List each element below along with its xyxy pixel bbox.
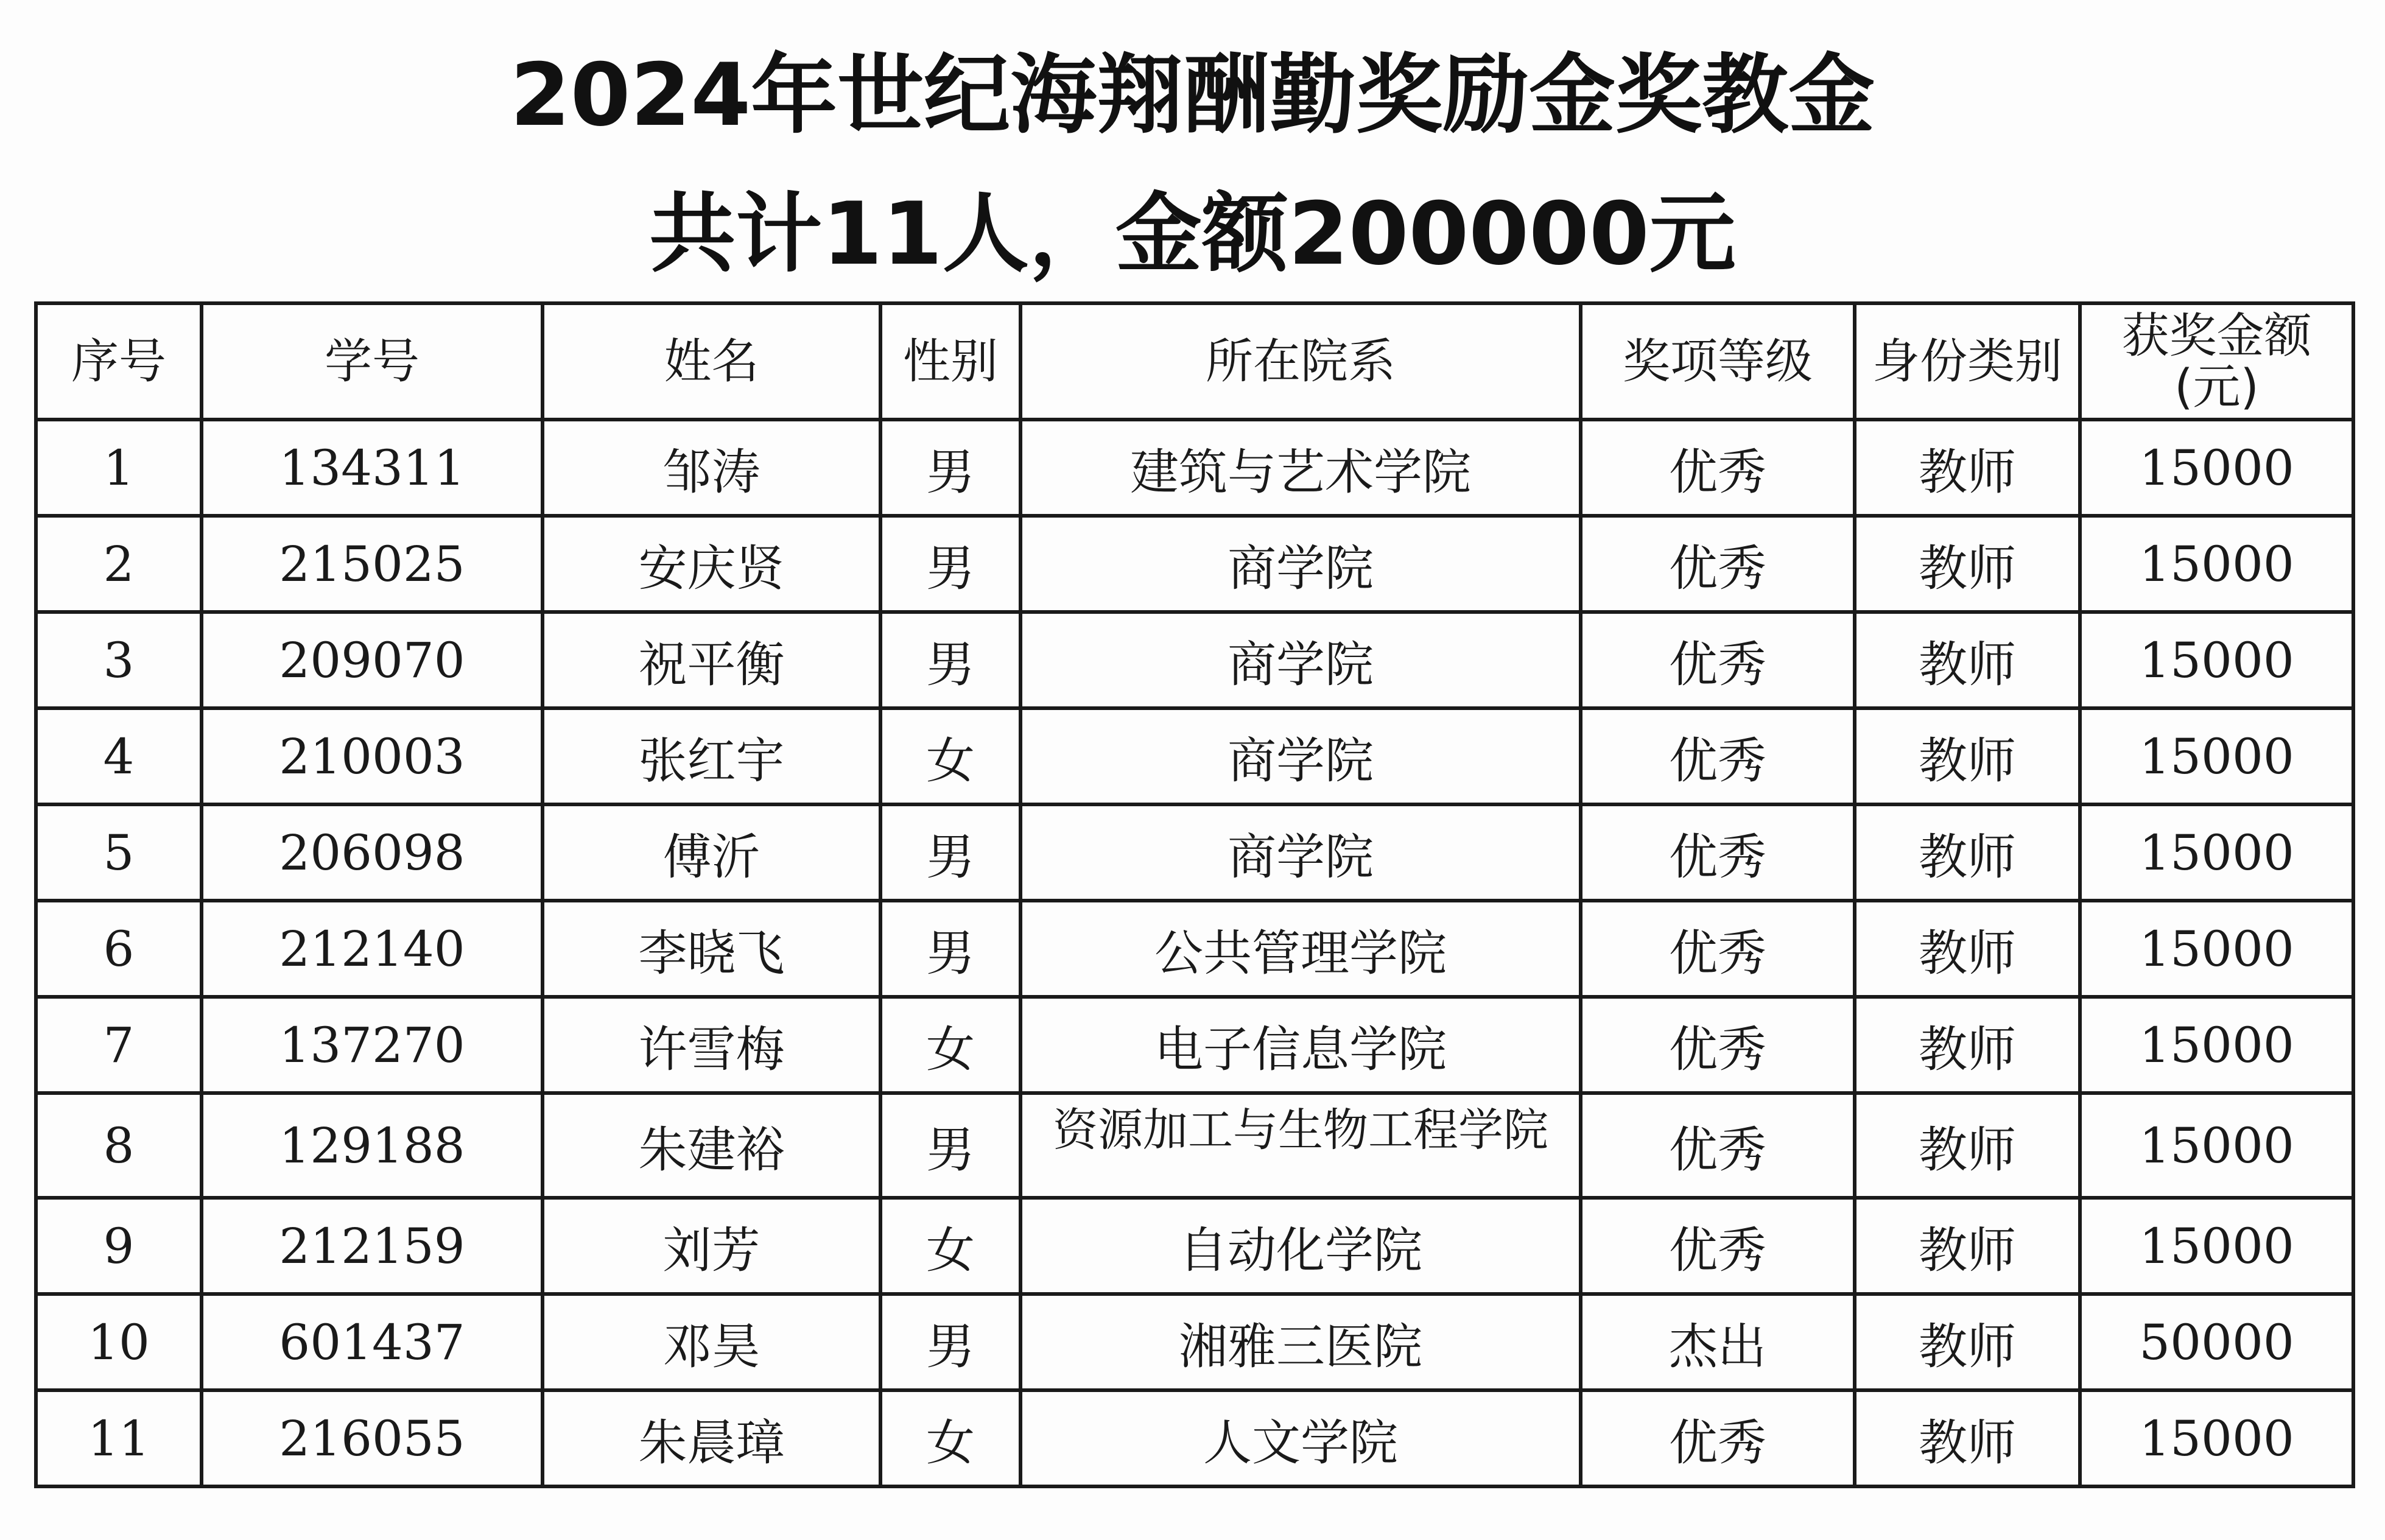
cell-seq: 9 <box>36 1198 202 1294</box>
cell-level: 优秀 <box>1581 997 1855 1093</box>
cell-name: 张红宇 <box>543 708 880 804</box>
cell-gender: 男 <box>880 516 1020 612</box>
cell-level: 优秀 <box>1581 1198 1855 1294</box>
award-table <box>34 301 2355 1488</box>
cell-seq: 4 <box>36 708 202 804</box>
cell-name: 许雪梅 <box>543 997 880 1093</box>
cell-identity: 教师 <box>1855 804 2080 901</box>
cell-amount: 15000 <box>2080 901 2353 997</box>
table-row <box>36 804 2353 901</box>
cell-id: 209070 <box>202 612 543 708</box>
cell-id: 216055 <box>202 1390 543 1486</box>
cell-seq: 11 <box>36 1390 202 1486</box>
cell-gender: 女 <box>880 708 1020 804</box>
cell-level: 优秀 <box>1581 804 1855 901</box>
cell-department: 商学院 <box>1020 804 1581 901</box>
cell-amount: 15000 <box>2080 708 2353 804</box>
cell-name: 祝平衡 <box>543 612 880 708</box>
cell-seq: 10 <box>36 1294 202 1390</box>
cell-seq: 2 <box>36 516 202 612</box>
table-row <box>36 612 2353 708</box>
cell-amount: 15000 <box>2080 1390 2353 1486</box>
cell-name: 安庆贤 <box>543 516 880 612</box>
cell-gender: 男 <box>880 804 1020 901</box>
cell-seq: 3 <box>36 612 202 708</box>
cell-amount: 50000 <box>2080 1294 2353 1390</box>
cell-level: 优秀 <box>1581 1390 1855 1486</box>
cell-department: 湘雅三医院 <box>1020 1294 1581 1390</box>
cell-amount: 15000 <box>2080 420 2353 516</box>
cell-id: 212140 <box>202 901 543 997</box>
cell-identity: 教师 <box>1855 901 2080 997</box>
cell-id: 129188 <box>202 1093 543 1198</box>
cell-level: 优秀 <box>1581 612 1855 708</box>
cell-name: 刘芳 <box>543 1198 880 1294</box>
cell-id: 137270 <box>202 997 543 1093</box>
cell-identity: 教师 <box>1855 1093 2080 1198</box>
header-level: 奖项等级 <box>1581 303 1855 420</box>
cell-level: 优秀 <box>1581 708 1855 804</box>
cell-id: 210003 <box>202 708 543 804</box>
table-header-row <box>36 303 2353 420</box>
cell-level: 优秀 <box>1581 901 1855 997</box>
cell-identity: 教师 <box>1855 997 2080 1093</box>
header-id: 学号 <box>202 303 543 420</box>
table-row <box>36 1093 2353 1198</box>
table-row <box>36 901 2353 997</box>
cell-amount: 15000 <box>2080 1198 2353 1294</box>
cell-gender: 男 <box>880 1093 1020 1198</box>
cell-department: 自动化学院 <box>1020 1198 1581 1294</box>
cell-gender: 男 <box>880 612 1020 708</box>
cell-identity: 教师 <box>1855 1198 2080 1294</box>
cell-id: 215025 <box>202 516 543 612</box>
header-amount-label: 获奖金额(元) <box>2121 308 2312 415</box>
cell-name: 朱建裕 <box>543 1093 880 1198</box>
cell-gender: 女 <box>880 1390 1020 1486</box>
header-amount <box>2080 303 2353 420</box>
cell-department: 商学院 <box>1020 708 1581 804</box>
cell-seq: 6 <box>36 901 202 997</box>
cell-identity: 教师 <box>1855 1390 2080 1486</box>
cell-name: 朱晨璋 <box>543 1390 880 1486</box>
table-row <box>36 420 2353 516</box>
cell-department: 商学院 <box>1020 516 1581 612</box>
cell-department: 电子信息学院 <box>1020 997 1581 1093</box>
cell-department: 资源加工与生物工程学院 <box>1020 1093 1581 1198</box>
table-row <box>36 708 2353 804</box>
table-row <box>36 997 2353 1093</box>
cell-amount: 15000 <box>2080 612 2353 708</box>
document-title: 2024年世纪海翔酬勤奖励金奖教金 <box>510 45 1875 146</box>
cell-level: 杰出 <box>1581 1294 1855 1390</box>
cell-gender: 女 <box>880 997 1020 1093</box>
cell-gender: 女 <box>880 1198 1020 1294</box>
cell-name: 傅沂 <box>543 804 880 901</box>
cell-id: 134311 <box>202 420 543 516</box>
table-row <box>36 1294 2353 1390</box>
cell-gender: 男 <box>880 420 1020 516</box>
cell-department: 人文学院 <box>1020 1390 1581 1486</box>
cell-department: 商学院 <box>1020 612 1581 708</box>
cell-amount: 15000 <box>2080 804 2353 901</box>
cell-identity: 教师 <box>1855 516 2080 612</box>
cell-level: 优秀 <box>1581 420 1855 516</box>
cell-seq: 1 <box>36 420 202 516</box>
cell-name: 邹涛 <box>543 420 880 516</box>
cell-department: 建筑与艺术学院 <box>1020 420 1581 516</box>
cell-id: 206098 <box>202 804 543 901</box>
cell-department: 公共管理学院 <box>1020 901 1581 997</box>
cell-name: 邓昊 <box>543 1294 880 1390</box>
cell-name: 李晓飞 <box>543 901 880 997</box>
cell-id: 601437 <box>202 1294 543 1390</box>
document-subtitle: 共计11人，金额200000元 <box>649 184 1736 284</box>
cell-gender: 男 <box>880 1294 1020 1390</box>
cell-amount: 15000 <box>2080 516 2353 612</box>
cell-gender: 男 <box>880 901 1020 997</box>
table-body <box>36 420 2353 1486</box>
cell-level: 优秀 <box>1581 1093 1855 1198</box>
table-row <box>36 1198 2353 1294</box>
cell-seq: 5 <box>36 804 202 901</box>
cell-identity: 教师 <box>1855 1294 2080 1390</box>
cell-amount: 15000 <box>2080 1093 2353 1198</box>
table-row <box>36 516 2353 612</box>
cell-seq: 7 <box>36 997 202 1093</box>
cell-amount: 15000 <box>2080 997 2353 1093</box>
header-seq: 序号 <box>36 303 202 420</box>
header-department: 所在院系 <box>1020 303 1581 420</box>
cell-identity: 教师 <box>1855 612 2080 708</box>
cell-identity: 教师 <box>1855 708 2080 804</box>
table-row <box>36 1390 2353 1486</box>
cell-seq: 8 <box>36 1093 202 1198</box>
header-gender: 性别 <box>880 303 1020 420</box>
header-name: 姓名 <box>543 303 880 420</box>
cell-id: 212159 <box>202 1198 543 1294</box>
cell-identity: 教师 <box>1855 420 2080 516</box>
header-identity: 身份类别 <box>1855 303 2080 420</box>
cell-level: 优秀 <box>1581 516 1855 612</box>
